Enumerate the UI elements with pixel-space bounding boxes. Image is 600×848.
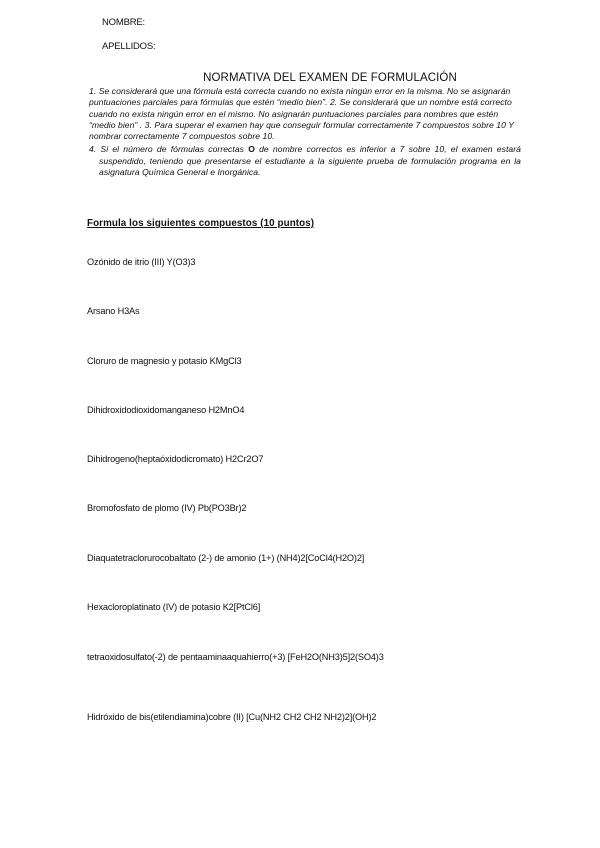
rule-4-connector: O — [248, 144, 255, 155]
compound-item: Bromofosfato de plomo (IV) Pb(PO3Br)2 — [87, 503, 247, 513]
compound-item: Hexacloroplatinato (IV) de potasio K2[PtCl6] — [87, 602, 261, 612]
compound-item: Diaquatetraclorurocobaltato (2-) de amonio (1+) (NH4)2[CoCl4(H2O)2] — [87, 553, 365, 563]
rule-4-prefix: 4. Si el número de fórmulas correctas — [89, 144, 249, 155]
page-title: NORMATIVA DEL EXAMEN DE FORMULACIÓN — [203, 72, 457, 84]
compound-item: Hidróxido de bis(etilendiamina)cobre (II) [Cu(NH2 CH2 CH2 NH2)2](OH)2 — [87, 712, 377, 722]
rule-4-suffix: de nombre correctos es inferior a 7 sobre 10, el examen estará suspendido, teniendo que presentarse el estudiante a la siguiente prueba de formulación programa en la asignatura Química General e Inorgánica. — [99, 144, 521, 178]
apellidos-label: APELLIDOS: — [102, 41, 156, 52]
rules-1-to-3: 1. Se considerará que una fórmula está correcta cuando no exista ningún error en la misma. No se asignarán puntuaciones parciales para fórmulas que estén “medio bien”. 2. Se considerará que un nombre está correcto cuando no exista ningún error en el mismo. No asignarán puntuaciones parciales para nombres que estén “medio bien” . 3. Para superar el examen hay que conseguir formular correctamente 7 compuestos sobre 10 Y nombrar correctamente 7 compuestos sobre 10. — [89, 86, 514, 142]
compound-item: tetraoxidosulfato(-2) de pentaaminaaquahierro(+3) [FeH2O(NH3)5]2(SO4)3 — [87, 652, 384, 662]
compound-item: Dihidrogeno(heptaóxidodicromato) H2Cr2O7 — [87, 454, 264, 464]
compound-item: Dihidroxidodioxidomanganeso H2MnO4 — [87, 405, 245, 415]
exam-rules — [89, 86, 521, 178]
section-heading: Formula los siguientes compuestos (10 puntos) — [87, 218, 315, 229]
nombre-label: NOMBRE: — [102, 17, 145, 28]
rule-4 — [89, 144, 521, 178]
compound-item: Arsano H3As — [87, 306, 140, 316]
compound-item: Ozónido de itrio (III) Y(O3)3 — [87, 257, 196, 267]
compound-item: Cloruro de magnesio y potasio KMgCl3 — [87, 356, 242, 366]
